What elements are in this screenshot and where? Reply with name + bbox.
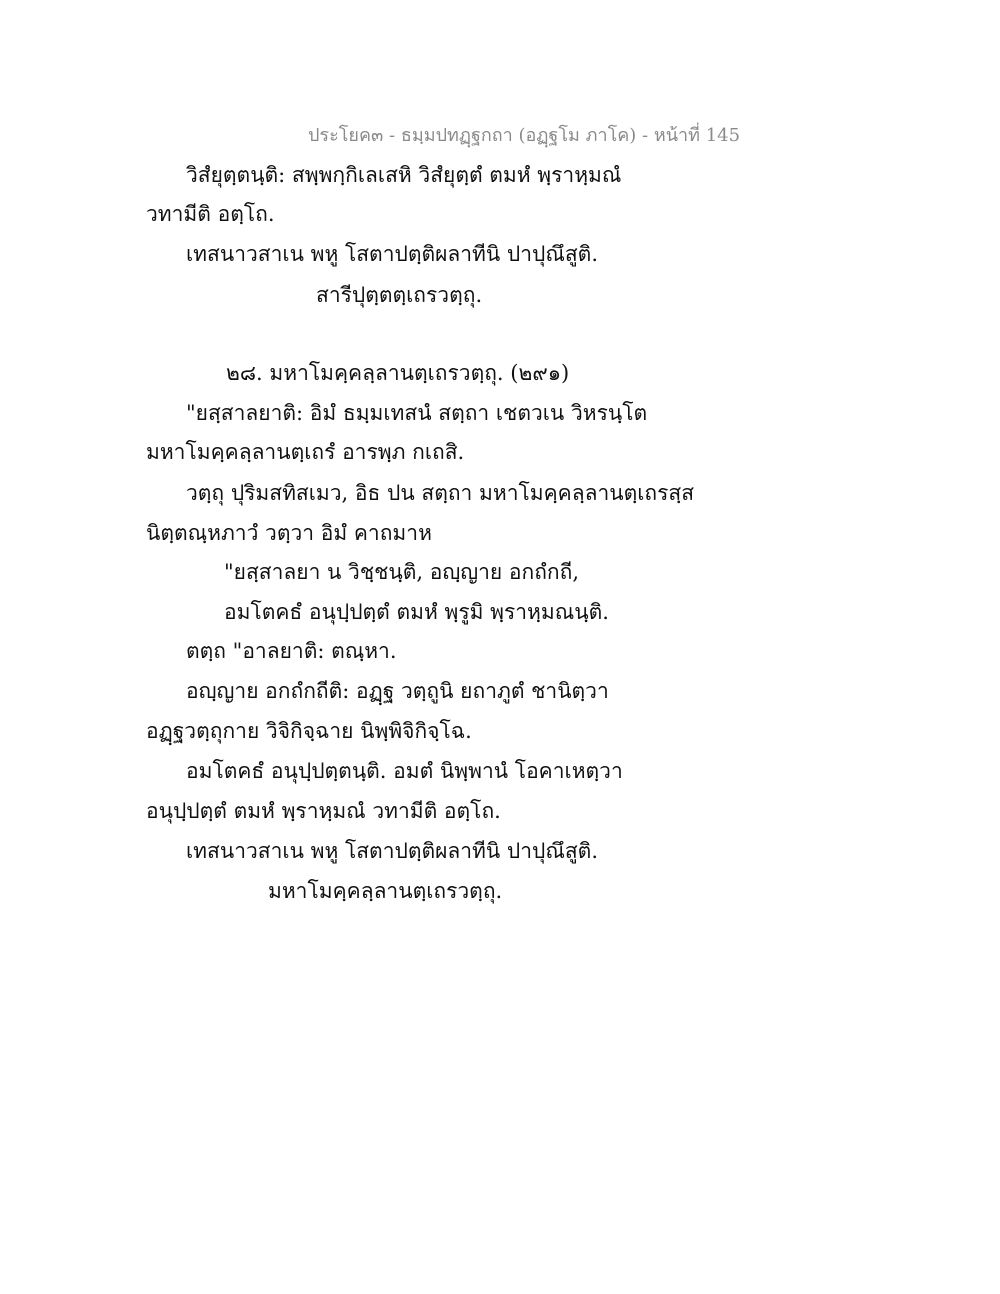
text-line: นิตฺตณฺหภาวํ วตฺวา อิมํ คาถมาห — [146, 521, 432, 545]
text-line: เทสนาวสาเน พหู โสตาปตฺติผลาทีนิ ปาปุณึสูติ. — [186, 839, 598, 863]
text-line: ตตฺถ "อาลยาติ: ตณฺหา. — [186, 639, 397, 663]
page-header: ประโยค๓ - ธมฺมปทฏฺฐกถา (อฏฺฐโม ภาโค) - หน้าที่ 145 — [308, 125, 741, 146]
text-line: อญฺญาย อกถํกถีติ: อฏฺฐ วตฺถูนิ ยถาภูตํ ชานิตฺวา — [186, 679, 609, 703]
text-line: อฏฺฐวตฺถุกาย วิจิกิจฺฉาย นิพฺพิจิกิจฺโฉ. — [146, 719, 472, 743]
verse-line: "ยสฺสาลยา น วิชฺชนฺติ, อญฺญาย อกถํกถี, — [224, 560, 580, 584]
text-line: อนุปฺปตฺตํ ตมหํ พฺราหฺมณํ วทามีติ อตฺโถ. — [146, 799, 501, 823]
text-line: วทามีติ อตฺโถ. — [146, 202, 275, 226]
section-end-title: สารีปุตฺตตฺเถรวตฺถุ. — [316, 283, 483, 307]
text-line: มหาโมคฺคลฺลานตฺเถรํ อารพฺภ กเถสิ. — [146, 440, 465, 464]
text-line: เทสนาวสาเน พหู โสตาปตฺติผลาทีนิ ปาปุณึสูติ. — [186, 242, 598, 266]
text-line: วิสํยุตฺตนฺติ: สพฺพกฺกิเลเสหิ วิสํยุตฺตํ ตมหํ พฺราหฺมณํ — [186, 163, 622, 187]
text-line: วตฺถุ ปุริมสทิสเมว, อิธ ปน สตฺถา มหาโมคฺคลฺลานตฺเถรสฺส — [186, 481, 695, 505]
text-line: "ยสฺสาลยาติ: อิมํ ธมฺมเทสนํ สตฺถา เชตวเน วิหรนฺโต — [186, 401, 648, 425]
section-heading: ๒๘. มหาโมคฺคลฺลานตฺเถรวตฺถุ. (๒๙๑) — [226, 361, 570, 385]
verse-line: อมโตคธํ อนุปฺปตฺตํ ตมหํ พฺรูมิ พฺราหฺมณนฺติ. — [224, 600, 609, 624]
text-line: อมโตคธํ อนุปฺปตฺตนฺติ. อมตํ นิพฺพานํ โอคาเหตฺวา — [186, 759, 623, 783]
section-end-title: มหาโมคฺคลฺลานตฺเถรวตฺถุ. — [268, 879, 503, 903]
